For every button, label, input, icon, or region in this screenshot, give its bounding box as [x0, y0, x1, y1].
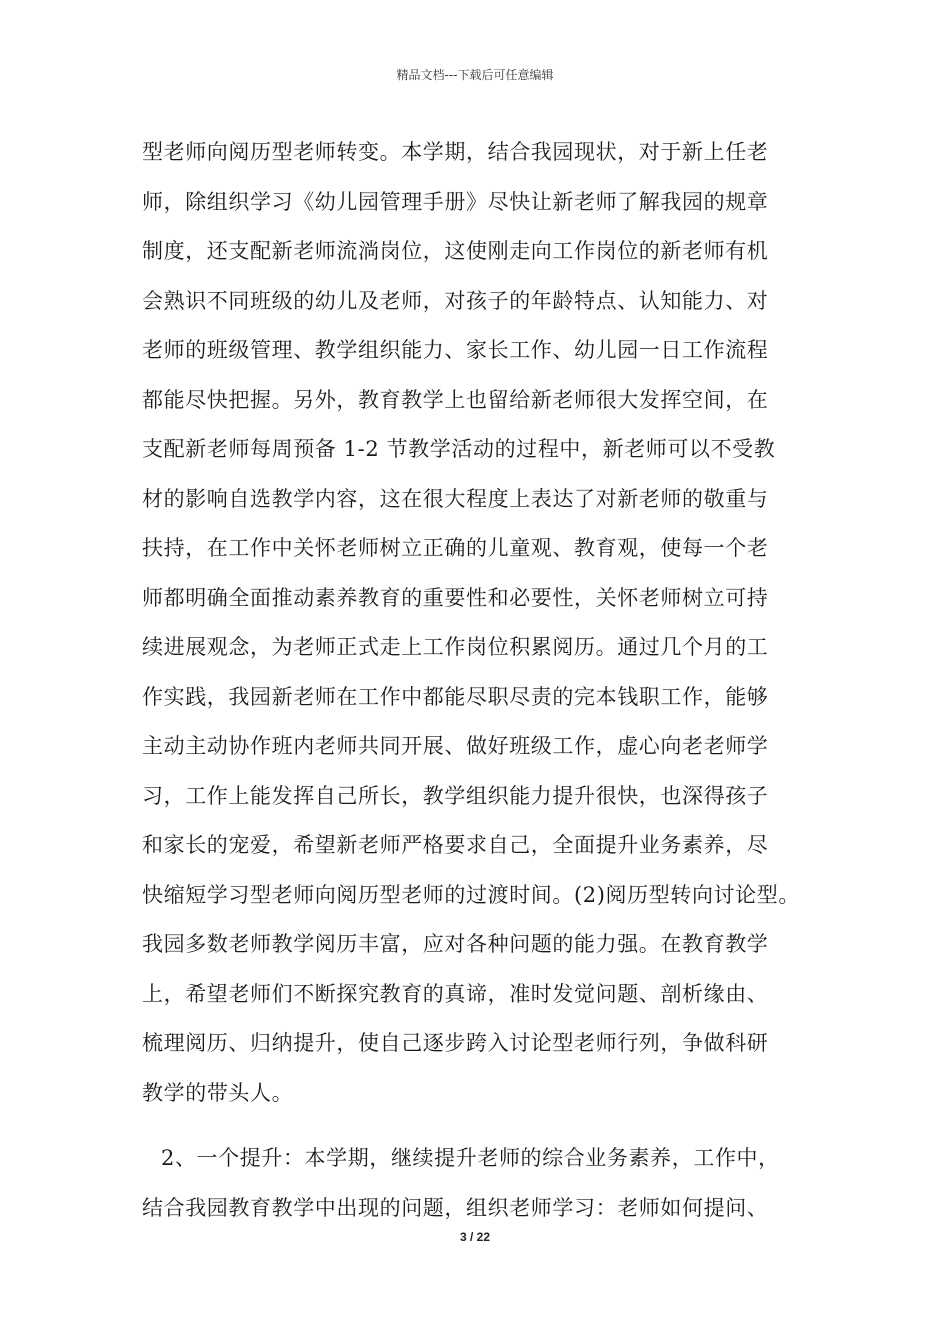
- text-line: 师都明确全面推动素养教育的重要性和必要性，关怀老师树立可持: [142, 585, 769, 610]
- text-line: 作实践，我园新老师在工作中都能尽职尽责的完本钱职工作，能够: [142, 684, 769, 709]
- text-line: 制度，还支配新老师流淌岗位，这使刚走向工作岗位的新老师有机: [142, 239, 769, 263]
- text-line: 主动主动协作班内老师共同开展、做好班级工作，虚心向老老师学: [142, 734, 769, 758]
- text-line: 支配新老师每周预备 1-2 节教学活动的过程中，新老师可以不受教: [142, 437, 776, 461]
- text-line: 上，希望老师们不断探究教育的真谛，准时发觉问题、剖析缘由、: [142, 981, 769, 1006]
- text-line: 习，工作上能发挥自己所长，教学组织能力提升很快，也深得孩子: [142, 783, 769, 808]
- text-line: 和家长的宠爱，希望新老师严格要求自己，全面提升业务素养，尽: [142, 833, 769, 857]
- paragraph-gap: [142, 1118, 842, 1134]
- text-line: 扶持，在工作中关怀老师树立正确的儿童观、教育观，使每一个老: [142, 536, 769, 560]
- document-body: [142, 128, 842, 1233]
- text-line: 梳理阅历、归纳提升，使自己逐步跨入讨论型老师行列，争做科研: [142, 1031, 769, 1055]
- page-header: 精品文档---下载后可任意编辑: [396, 68, 554, 82]
- text-line: 结合我园教育教学中出现的问题，组织老师学习：老师如何提问、: [142, 1195, 769, 1220]
- text-line: 快缩短学习型老师向阅历型老师的过渡时间。(2)阅历型转向讨论型。: [142, 882, 800, 907]
- text-line: 教学的带头人。: [142, 1080, 294, 1105]
- text-line: 师，除组织学习《幼儿园管理手册》尽快让新老师了解我园的规章: [142, 189, 769, 214]
- page-number: 3 / 22: [459, 1230, 491, 1244]
- paragraph-1: [142, 128, 842, 1118]
- text-line: 都能尽快把握。另外，教育教学上也留给新老师很大发挥空间，在: [142, 387, 769, 412]
- paragraph-2: [142, 1134, 842, 1233]
- text-line: 2、一个提升：本学期，继续提升老师的综合业务素养，工作中，: [161, 1146, 780, 1170]
- text-line: 材的影响自选教学内容，这在很大程度上表达了对新老师的敬重与: [142, 486, 769, 511]
- text-line: 老师的班级管理、教学组织能力、家长工作、幼儿园一日工作流程: [142, 338, 769, 362]
- text-line: 我园多数老师教学阅历丰富，应对各种问题的能力强。在教育教学: [142, 932, 769, 956]
- text-line: 会熟识不同班级的幼儿及老师，对孩子的年龄特点、认知能力、对: [142, 288, 769, 313]
- text-line: 续进展观念，为老师正式走上工作岗位积累阅历。通过几个月的工: [142, 635, 769, 659]
- text-line: 型老师向阅历型老师转变。本学期，结合我园现状，对于新上任老: [142, 140, 769, 164]
